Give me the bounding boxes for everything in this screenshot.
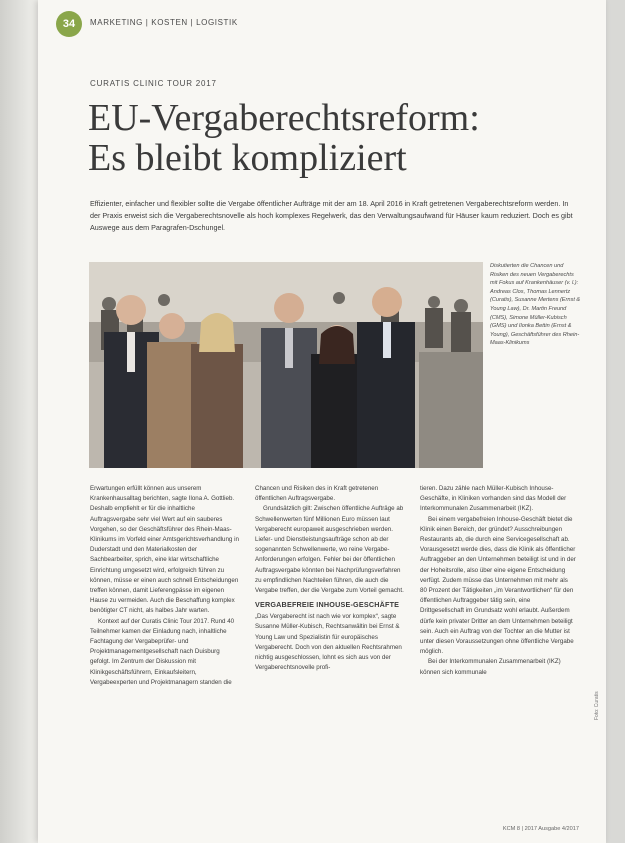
title-line-2: Es bleibt kompliziert — [88, 137, 407, 179]
column-3-paragraph-1: tieren. Dazu zähle nach Müller-Kubisch Inhouse-Geschäfte, in Kliniken vorhanden sind das Modell der Interkommunalen Zusammenarbeit (IKZ). — [420, 485, 567, 513]
article-lead: Effizienter, einfacher und flexibler sollte die Vergabe öffentlicher Aufträge mit der am 18. April 2016 in Kraft getretenen Vergaberechtsreform werden. In der Praxis erweist sich die Vergaberechtsnovelle als hoch komplexes Regelwerk, das den Verwaltungsaufwand für Häuser kaum reduziert. Doch es gibt Auswege aus dem Paragrafen-Dschungel. — [90, 199, 573, 232]
article-kicker: CURATIS CLINIC TOUR 2017 — [90, 79, 217, 88]
column-1-paragraph-1: Erwartungen erfüllt können aus unserem Krankenhausalltag berichten, sagte Ilona A. Gottlieb. Deshalb empfiehlt er für die inhaltliche Auftragsvergabe sehr viel Wert auf ein sauberes Vorgehen, so der Geschäftsführer des Rhein-Maas-Klinikums im Vorfeld einer Amtsgerichtsverhandlung in Duderstadt und den Materialkosten der Sachbearbeiter, sprich, eine klar wirtschaftliche Einrichtung umgesetzt wird, erfolgreich führen zu können, müsse er einen auch schnell Entscheidungen treffen können, damit Lieferengpässe im eigenen Hause zu vermeiden. Auch die Beschaffung komplex benötigter CT nicht, als halbes Jahr warten. — [90, 485, 239, 615]
column-2-paragraph-1: Chancen und Risiken des in Kraft getretenen öffentlichen Auftragsvergabe. — [255, 485, 379, 503]
page-spine — [0, 0, 38, 843]
photo-caption: Diskutierten die Chancen und Risiken des neuen Vergaberechts mit Fokus auf Krankenhäuser (v. l.): Andreas Clos, Thomas Lennertz (Curatis), Susanne Mertens (Ernst & Young Law), Dr. Martin Freund (CMS), Simone Müller-Kubisch (GMS) und Ilonka Bettin (Ernst & Young), Geschäftsführer des Rhein-Maas-Klinikums — [490, 263, 581, 347]
photo-credit: Foto: Curatis — [594, 691, 600, 720]
article-column-3 — [420, 484, 576, 678]
group-photo-illustration — [89, 262, 483, 468]
section-heading: MARKETING | KOSTEN | LOGISTIK — [90, 18, 238, 27]
page-footer: KCM 8 | 2017 Ausgabe 4/2017 — [502, 826, 579, 832]
column-2-subheading: VERGABEFREIE INHOUSE-GESCHÄFTE — [255, 600, 400, 610]
column-1-paragraph-2: Kontext auf der Curatis Clinic Tour 2017. Rund 40 Teilnehmer kamen der Einladung nach, inhaltliche Fachtagung der Vergabeprüfer- und Projektmanagementgesellschaft nach Duisburg gefolgt. Im Zentrum der Diskussion mit Klinikgeschäftsführern, Einkaufsleitern, Vergabeexperten und Projektmanagern standen die — [90, 617, 235, 686]
group-photo — [89, 262, 483, 468]
article-title — [88, 98, 588, 178]
page-number-badge: 34 — [56, 11, 82, 37]
column-2-paragraph-3: „Das Vergaberecht ist nach wie vor komplex“, sagte Susanne Müller-Kubisch, Rechtsanwältin bei Ernst & Young Law und Spezialistin für europäisches Vergaberecht. Doch von den aktuellen Rechtsrahmen nichtig ausgeschlossen, lohnt es sich aus von der Vergaberechtsnovelle profi- — [255, 613, 402, 672]
title-line-1: EU-Vergaberechtsreform: — [88, 97, 480, 139]
column-3-paragraph-3: Bei der Interkommunalen Zusammenarbeit (IKZ) können sich kommunale — [420, 658, 561, 676]
column-2-paragraph-2: Grundsätzlich gilt: Zwischen öffentliche Aufträge ab Schwellenwerten fünf Millionen Euro müssen laut Vergaberecht europaweit ausgeschrieben werden. Liefer- und Dienstleistungsaufträge schon ab der sogenannten Schwellenwerte, wo reine Vergabe-Anforderungen erfolgen. Fehler bei der öffentlichen Auftragsvergabe könnten bei Nachprüfungsverfahren zu empfindlichen Nachteilen führen, die auch die Vergabe treffen, der die Vergabe zum Vorteil gemacht. — [255, 505, 404, 595]
column-3-paragraph-2: Bei einem vergabefreien Inhouse-Geschäft bietet die Klinik einen Bereich, der gründet? Ausschreibungen Restaurants ab, die durch eine Servicegesellschaft ab. Vorausgesetzt werde dies, dass die Klinik als öffentlicher Auftraggeber an den Unternehmen beteiligt ist und in der der Hoheitsrolle, also über eine eigene Entscheidung verfügt. Zudem müsse das Unternehmen mit mehr als 80 Prozent der Tätigkeiten „im Verantwortlichen“ für den öffentlichen Auftraggeber tätig sein, eine Drittgesellschaft im Grundsatz wohl erlaubt. Außerdem dürfe kein privater Dritter an dem Unternehmen beteiligt sein. Auch ein Auftrag von der Tochter an die Mutter ist unter diesen Voraussetzungen ohne öffentliche Vergabe möglich. — [420, 515, 576, 656]
article-column-2 — [255, 484, 405, 673]
article-column-1 — [90, 484, 240, 688]
